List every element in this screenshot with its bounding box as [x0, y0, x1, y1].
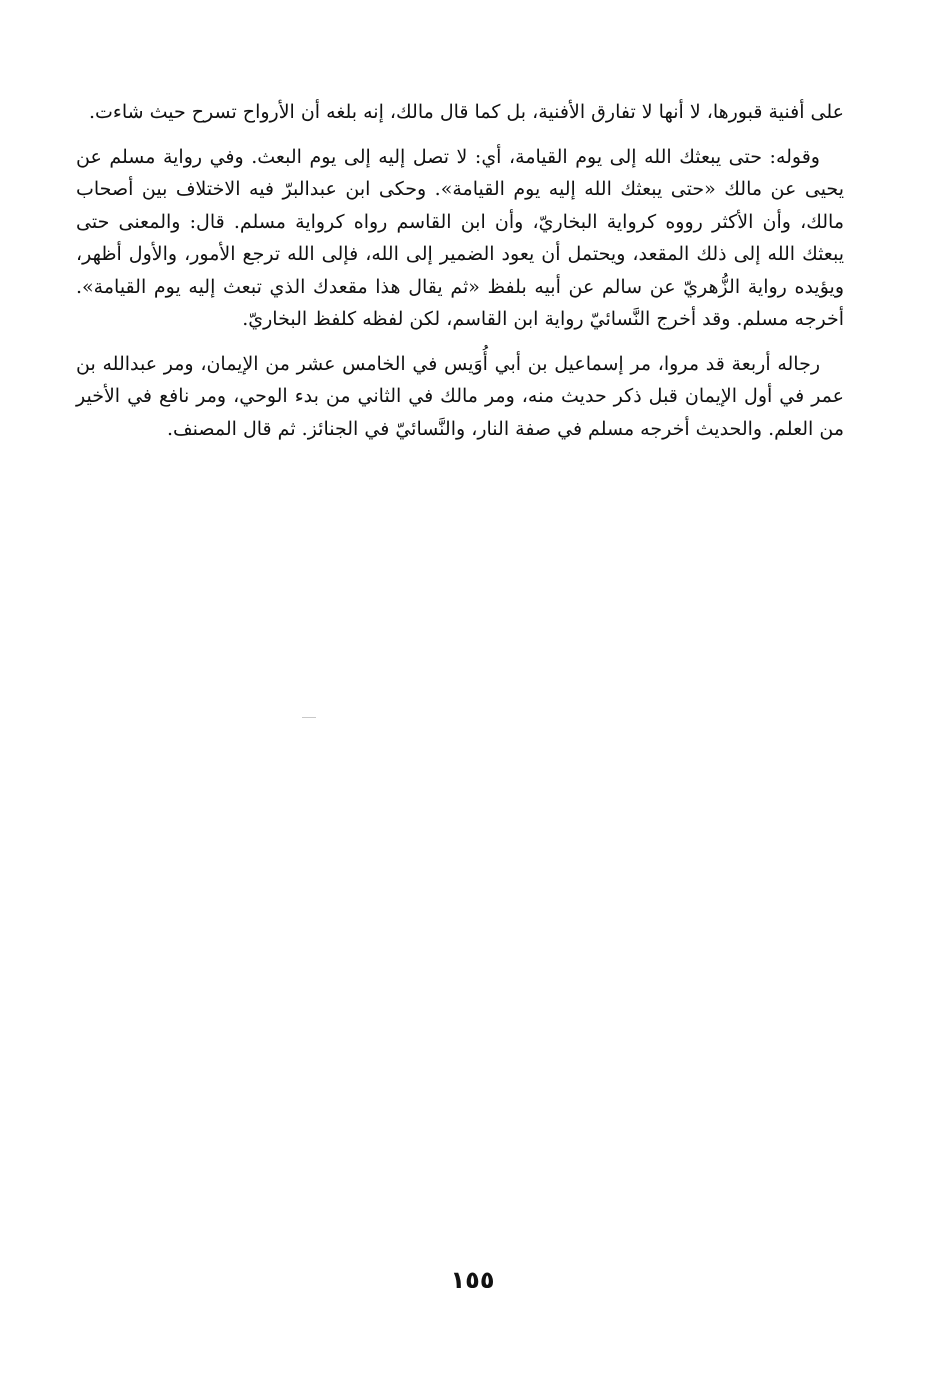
- paragraph-3: رجاله أربعة قد مروا، مر إسماعيل بن أبي أُوَيس في الخامس عشر من الإيمان، ومر عبدالله بن عمر في أول الإيمان قبل ذكر حديث منه، ومر مالك في الثاني من بدء الوحي، ومر نافع في الأخير من العلم. والحديث أخرجه مسلم في صفة النار، والنَّسائيّ في الجنائز. ثم قال المصنف.: [76, 352, 844, 440]
- body-text: [76, 96, 844, 445]
- scan-speck: [302, 717, 316, 718]
- paragraph-1: على أفنية قبورها، لا أنها لا تفارق الأفنية، بل كما قال مالك، إنه بلغه أن الأرواح تسرح حيث شاءت.: [89, 101, 844, 123]
- paragraph-2: وقوله: حتى يبعثك الله إلى يوم القيامة، أي: لا تصل إليه إلى يوم البعث. وفي رواية مسلم عن يحيى عن مالك «حتى يبعثك الله إليه يوم القيامة». وحكى ابن عبدالبرّ فيه الاختلاف بين أصحاب مالك، وأن الأكثر رووه كرواية البخاريّ، وأن ابن القاسم رواه كرواية مسلم. قال: والمعنى حتى يبعثك الله إلى ذلك المقعد، ويحتمل أن يعود الضمير إلى الله، فإلى الله ترجع الأمور، والأول أظهر، ويؤيده رواية الزُّهريّ عن سالم عن أبيه بلفظ «ثم يقال هذا مقعدك الذي تبعث إليه يوم القيامة». أخرجه مسلم. وقد أخرج النَّسائيّ رواية ابن القاسم، لكن لفظه كلفظ البخاريّ.: [76, 145, 844, 330]
- page-number: ١٥٥: [450, 1266, 495, 1294]
